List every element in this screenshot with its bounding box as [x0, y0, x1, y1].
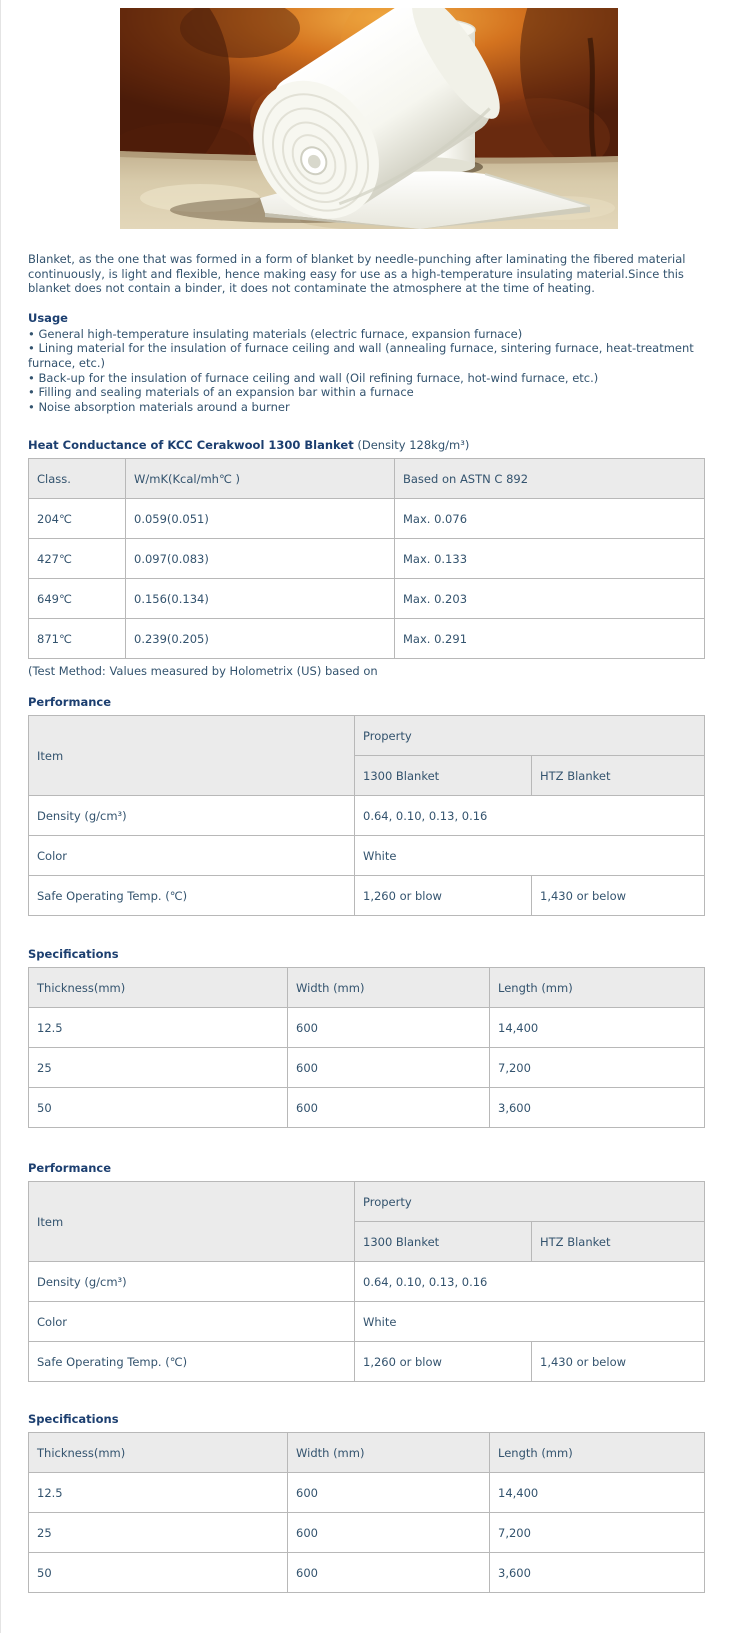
table-row [29, 1262, 705, 1302]
perf-header-item: Item [29, 716, 355, 796]
table-row [29, 1088, 705, 1128]
table-cell: Color [29, 1302, 355, 1342]
table-cell: 600 [288, 1008, 490, 1048]
table-cell: 1,430 or below [532, 1342, 705, 1382]
table-cell: 600 [288, 1473, 490, 1513]
test-method-note: (Test Method: Values measured by Holometrix (US) based on [28, 664, 378, 679]
table-cell: 204℃ [29, 499, 126, 539]
product-photo [120, 8, 618, 229]
table-cell: 0.156(0.134) [126, 579, 395, 619]
table-cell: 1,430 or below [532, 876, 705, 916]
perf-header-1300: 1300 Blanket [355, 756, 532, 796]
table-cell: 0.64, 0.10, 0.13, 0.16 [355, 796, 705, 836]
heat-conductance-title-main: Heat Conductance of KCC Cerakwool 1300 Blanket [28, 438, 354, 453]
table-row [29, 619, 705, 659]
specifications-table [28, 967, 705, 1128]
table-cell: 0.64, 0.10, 0.13, 0.16 [355, 1262, 705, 1302]
heat-conductance-subtitle: (Density 128kg/m³) [353, 438, 470, 453]
table-cell: 7,200 [490, 1513, 705, 1553]
table-cell: Safe Operating Temp. (℃) [29, 1342, 355, 1382]
table-cell: Max. 0.076 [395, 499, 705, 539]
table-cell: 600 [288, 1553, 490, 1593]
table-cell: 14,400 [490, 1008, 705, 1048]
perf-header-property: Property [355, 716, 705, 756]
performance-table [28, 715, 705, 916]
specifications-title: Specifications [28, 947, 119, 962]
table-cell: 25 [29, 1048, 288, 1088]
table-cell: Max. 0.203 [395, 579, 705, 619]
table-row [29, 1048, 705, 1088]
table-cell: 3,600 [490, 1088, 705, 1128]
heat-conductance-title [28, 438, 701, 452]
table-cell: 600 [288, 1048, 490, 1088]
heat-conductance-table [28, 458, 705, 659]
table-cell: 12.5 [29, 1473, 288, 1513]
table-row [29, 1513, 705, 1553]
spec-header-length: Length (mm) [490, 1433, 705, 1473]
spec-header-thickness: Thickness(mm) [29, 1433, 288, 1473]
usage-list [28, 327, 701, 415]
usage-item: • Back-up for the insulation of furnace ceiling and wall (Oil refining furnace, hot-wind furnace, etc.) [28, 371, 701, 386]
table-cell: White [355, 836, 705, 876]
table-cell: 25 [29, 1513, 288, 1553]
table-cell: White [355, 1302, 705, 1342]
table-cell: Safe Operating Temp. (℃) [29, 876, 355, 916]
perf-header-htz: HTZ Blanket [532, 1222, 705, 1262]
usage-item: • Lining material for the insulation of furnace ceiling and wall (annealing furnace, sintering furnace, heat-treatment furnace, etc.) [28, 341, 701, 370]
usage-title: Usage [28, 310, 68, 325]
heat-header-class: Class. [29, 459, 126, 499]
table-row [29, 1008, 705, 1048]
spec-header-width: Width (mm) [288, 968, 490, 1008]
table-cell: 600 [288, 1513, 490, 1553]
perf-header-1300: 1300 Blanket [355, 1222, 532, 1262]
table-cell: 0.097(0.083) [126, 539, 395, 579]
table-cell: Density (g/cm³) [29, 1262, 355, 1302]
table-cell: 871℃ [29, 619, 126, 659]
specifications-table-2 [28, 1432, 705, 1593]
table-header-row [29, 459, 705, 499]
table-row [29, 1302, 705, 1342]
table-cell: 1,260 or blow [355, 1342, 532, 1382]
table-cell: 50 [29, 1088, 288, 1128]
table-row [29, 836, 705, 876]
table-row [29, 539, 705, 579]
table-row [29, 1342, 705, 1382]
table-cell: Max. 0.133 [395, 539, 705, 579]
table-cell: 427℃ [29, 539, 126, 579]
table-cell: 3,600 [490, 1553, 705, 1593]
perf-header-property: Property [355, 1182, 705, 1222]
table-cell: 14,400 [490, 1473, 705, 1513]
perf-header-htz: HTZ Blanket [532, 756, 705, 796]
performance-table-2 [28, 1181, 705, 1382]
table-cell: 50 [29, 1553, 288, 1593]
table-row [29, 1473, 705, 1513]
table-cell: Color [29, 836, 355, 876]
table-header-row [29, 716, 705, 756]
spec-header-width: Width (mm) [288, 1433, 490, 1473]
table-cell: 1,260 or blow [355, 876, 532, 916]
perf-header-item: Item [29, 1182, 355, 1262]
table-header-row [29, 1182, 705, 1222]
usage-item: • General high-temperature insulating materials (electric furnace, expansion furnace) [28, 327, 701, 342]
table-row [29, 579, 705, 619]
heat-header-astn: Based on ASTN C 892 [395, 459, 705, 499]
table-row [29, 876, 705, 916]
blanket-rolls-image [120, 8, 618, 229]
table-cell: 649℃ [29, 579, 126, 619]
heat-header-wmk: W/mK(Kcal/mh℃ ) [126, 459, 395, 499]
table-cell: 0.239(0.205) [126, 619, 395, 659]
table-cell: 12.5 [29, 1008, 288, 1048]
table-cell: 0.059(0.051) [126, 499, 395, 539]
performance-title: Performance [28, 695, 112, 710]
page-content [1, 8, 731, 1633]
table-cell: 600 [288, 1088, 490, 1128]
table-row [29, 499, 705, 539]
usage-item: • Filling and sealing materials of an expansion bar within a furnace [28, 385, 701, 400]
spec-header-length: Length (mm) [490, 968, 705, 1008]
spec-header-thickness: Thickness(mm) [29, 968, 288, 1008]
intro-paragraph: Blanket, as the one that was formed in a form of blanket by needle-punching after laminating the fibered material continuously, is light and flexible, hence making easy for use as a high-temperature insulating material.Since this blanket does not contain a binder, it does not contaminate the atmosphere at the time of heating. [28, 252, 686, 296]
table-row [29, 796, 705, 836]
table-header-row [29, 1433, 705, 1473]
table-cell: Max. 0.291 [395, 619, 705, 659]
performance-title-2: Performance [28, 1161, 112, 1176]
table-cell: Density (g/cm³) [29, 796, 355, 836]
specifications-title-2: Specifications [28, 1412, 119, 1427]
usage-item: • Noise absorption materials around a burner [28, 400, 701, 415]
table-header-row [29, 968, 705, 1008]
table-cell: 7,200 [490, 1048, 705, 1088]
table-row [29, 1553, 705, 1593]
